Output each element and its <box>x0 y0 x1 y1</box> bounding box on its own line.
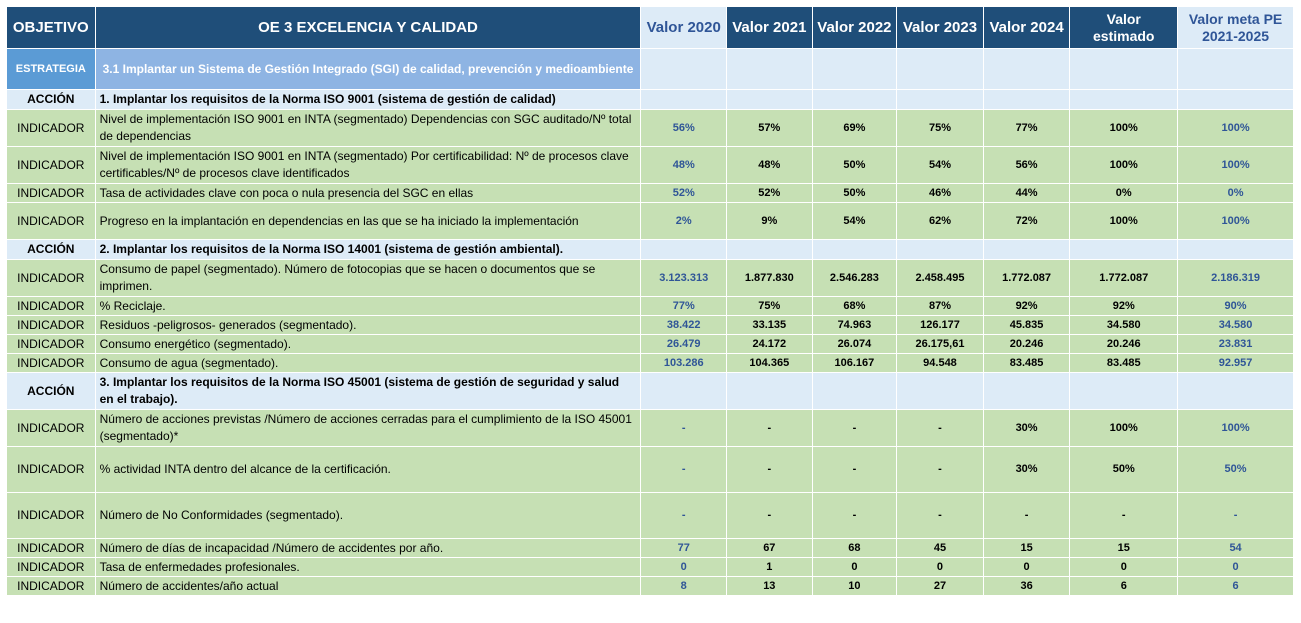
value-cell: - <box>897 493 984 539</box>
empty-cell <box>1070 373 1178 410</box>
value-cell: 103.286 <box>641 354 727 373</box>
value-cell: 100% <box>1070 110 1178 147</box>
empty-cell <box>1178 240 1294 260</box>
value-cell: 2.546.283 <box>812 260 897 297</box>
indicador-label: INDICADOR <box>7 493 96 539</box>
col-header-meta: Valor meta PE 2021-2025 <box>1178 7 1294 49</box>
estrategia-text: 3.1 Implantar un Sistema de Gestión Integrado (SGI) de calidad, prevención y medioambiente <box>95 49 641 90</box>
value-cell: 75% <box>897 110 984 147</box>
value-cell: 0 <box>983 558 1070 577</box>
value-cell: 6 <box>1070 577 1178 596</box>
value-cell: 26.175,61 <box>897 335 984 354</box>
col-header-2021: Valor 2021 <box>727 7 813 49</box>
value-cell: 52% <box>727 184 813 203</box>
value-cell: 1.772.087 <box>983 260 1070 297</box>
value-cell: 34.580 <box>1178 316 1294 335</box>
indicador-text: Consumo energético (segmentado). <box>95 335 641 354</box>
value-cell: 0 <box>1070 558 1178 577</box>
indicador-text: % Reciclaje. <box>95 297 641 316</box>
indicador-label: INDICADOR <box>7 184 96 203</box>
value-cell: 2% <box>641 203 727 240</box>
value-cell: 26.479 <box>641 335 727 354</box>
indicador-row <box>7 493 1294 539</box>
value-cell: 0 <box>641 558 727 577</box>
value-cell: 34.580 <box>1070 316 1178 335</box>
empty-cell <box>983 373 1070 410</box>
value-cell: - <box>812 447 897 493</box>
empty-cell <box>641 373 727 410</box>
value-cell: 92% <box>1070 297 1178 316</box>
indicador-row <box>7 447 1294 493</box>
value-cell: 0 <box>897 558 984 577</box>
value-cell: 90% <box>1178 297 1294 316</box>
accion-row <box>7 90 1294 110</box>
empty-cell <box>812 373 897 410</box>
value-cell: 100% <box>1178 203 1294 240</box>
value-cell: 45.835 <box>983 316 1070 335</box>
indicador-row <box>7 203 1294 240</box>
accion-text: 2. Implantar los requisitos de la Norma ISO 14001 (sistema de gestión ambiental). <box>95 240 641 260</box>
value-cell: 100% <box>1070 410 1178 447</box>
indicador-text: Número de días de incapacidad /Número de accidentes por año. <box>95 539 641 558</box>
value-cell: - <box>641 447 727 493</box>
value-cell: 2.458.495 <box>897 260 984 297</box>
indicador-text: Consumo de agua (segmentado). <box>95 354 641 373</box>
value-cell: 3.123.313 <box>641 260 727 297</box>
value-cell: 106.167 <box>812 354 897 373</box>
value-cell: 10 <box>812 577 897 596</box>
indicador-label: INDICADOR <box>7 447 96 493</box>
value-cell: 33.135 <box>727 316 813 335</box>
accion-text: 3. Implantar los requisitos de la Norma ISO 45001 (sistema de gestión de seguridad y salud en el trabajo). <box>95 373 641 410</box>
empty-cell <box>641 90 727 110</box>
value-cell: 50% <box>1178 447 1294 493</box>
empty-cell <box>1070 240 1178 260</box>
value-cell: 72% <box>983 203 1070 240</box>
indicador-text: Progreso en la implantación en dependencias en las que se ha iniciado la implementación <box>95 203 641 240</box>
value-cell: 8 <box>641 577 727 596</box>
value-cell: 38.422 <box>641 316 727 335</box>
accion-label: ACCIÓN <box>7 90 96 110</box>
indicador-text: % actividad INTA dentro del alcance de la certificación. <box>95 447 641 493</box>
accion-text: 1. Implantar los requisitos de la Norma ISO 9001 (sistema de gestión de calidad) <box>95 90 641 110</box>
value-cell: - <box>727 493 813 539</box>
empty-cell <box>1070 90 1178 110</box>
indicador-label: INDICADOR <box>7 539 96 558</box>
indicador-row <box>7 316 1294 335</box>
indicador-row <box>7 354 1294 373</box>
indicador-text: Nivel de implementación ISO 9001 en INTA (segmentado) Dependencias con SGC auditado/Nº total de dependencias <box>95 110 641 147</box>
value-cell: - <box>983 493 1070 539</box>
indicador-label: INDICADOR <box>7 316 96 335</box>
empty-cell <box>727 373 813 410</box>
value-cell: 46% <box>897 184 984 203</box>
empty-cell <box>983 240 1070 260</box>
empty-cell <box>897 90 984 110</box>
col-header-estimado: Valor estimado <box>1070 7 1178 49</box>
value-cell: 50% <box>812 184 897 203</box>
col-header-2023: Valor 2023 <box>897 7 984 49</box>
indicador-label: INDICADOR <box>7 110 96 147</box>
indicador-text: Número de acciones previstas /Número de acciones cerradas para el cumplimiento de la ISO 45001 (segmentado)* <box>95 410 641 447</box>
indicador-label: INDICADOR <box>7 558 96 577</box>
value-cell: 54 <box>1178 539 1294 558</box>
indicador-label: INDICADOR <box>7 147 96 184</box>
indicador-label: INDICADOR <box>7 354 96 373</box>
indicador-text: Consumo de papel (segmentado). Número de fotocopias que se hacen o documentos que se imprimen. <box>95 260 641 297</box>
value-cell: 24.172 <box>727 335 813 354</box>
indicador-text: Residuos -peligrosos- generados (segmentado). <box>95 316 641 335</box>
value-cell: 52% <box>641 184 727 203</box>
estrategia-label: ESTRATEGIA <box>7 49 96 90</box>
value-cell: 50% <box>1070 447 1178 493</box>
indicators-table <box>6 6 1294 596</box>
value-cell: 23.831 <box>1178 335 1294 354</box>
indicador-label: INDICADOR <box>7 410 96 447</box>
indicador-row <box>7 335 1294 354</box>
value-cell: - <box>727 447 813 493</box>
value-cell: 94.548 <box>897 354 984 373</box>
accion-row <box>7 240 1294 260</box>
indicador-text: Tasa de actividades clave con poca o nula presencia del SGC en ellas <box>95 184 641 203</box>
value-cell: 2.186.319 <box>1178 260 1294 297</box>
value-cell: 104.365 <box>727 354 813 373</box>
value-cell: 36 <box>983 577 1070 596</box>
value-cell: 27 <box>897 577 984 596</box>
value-cell: 54% <box>897 147 984 184</box>
value-cell: 0 <box>1178 558 1294 577</box>
accion-label: ACCIÓN <box>7 373 96 410</box>
indicador-text: Número de accidentes/año actual <box>95 577 641 596</box>
value-cell: 77 <box>641 539 727 558</box>
objective-title: OE 3 EXCELENCIA Y CALIDAD <box>95 7 641 49</box>
value-cell: 67 <box>727 539 813 558</box>
value-cell: 44% <box>983 184 1070 203</box>
indicador-row <box>7 110 1294 147</box>
value-cell: 87% <box>897 297 984 316</box>
value-cell: 62% <box>897 203 984 240</box>
indicador-label: INDICADOR <box>7 577 96 596</box>
value-cell: - <box>897 410 984 447</box>
value-cell: - <box>812 410 897 447</box>
value-cell: 0% <box>1178 184 1294 203</box>
value-cell: 77% <box>983 110 1070 147</box>
header-row <box>7 7 1294 49</box>
value-cell: 9% <box>727 203 813 240</box>
value-cell: 77% <box>641 297 727 316</box>
empty-cell <box>897 240 984 260</box>
col-header-2020: Valor 2020 <box>641 7 727 49</box>
indicador-row <box>7 539 1294 558</box>
value-cell: 100% <box>1070 147 1178 184</box>
empty-cell <box>1178 373 1294 410</box>
value-cell: 13 <box>727 577 813 596</box>
estrategia-row <box>7 49 1294 90</box>
value-cell: 1.772.087 <box>1070 260 1178 297</box>
col-header-2022: Valor 2022 <box>812 7 897 49</box>
value-cell: 100% <box>1070 203 1178 240</box>
value-cell: - <box>1178 493 1294 539</box>
empty-cell <box>641 240 727 260</box>
value-cell: 20.246 <box>983 335 1070 354</box>
col-header-2024: Valor 2024 <box>983 7 1070 49</box>
value-cell: 45 <box>897 539 984 558</box>
indicador-row <box>7 260 1294 297</box>
indicador-text: Nivel de implementación ISO 9001 en INTA (segmentado) Por certificabilidad: Nº de procesos clave certificables/Nº de procesos clave identificados <box>95 147 641 184</box>
value-cell: 100% <box>1178 147 1294 184</box>
value-cell: 1.877.830 <box>727 260 813 297</box>
value-cell: 6 <box>1178 577 1294 596</box>
empty-cell <box>1178 90 1294 110</box>
value-cell: 100% <box>1178 410 1294 447</box>
indicador-label: INDICADOR <box>7 297 96 316</box>
value-cell: 83.485 <box>983 354 1070 373</box>
value-cell: - <box>641 410 727 447</box>
value-cell: 0% <box>1070 184 1178 203</box>
value-cell: - <box>727 410 813 447</box>
value-cell: 54% <box>812 203 897 240</box>
indicador-row <box>7 558 1294 577</box>
value-cell: 56% <box>641 110 727 147</box>
empty-cell <box>812 240 897 260</box>
indicador-label: INDICADOR <box>7 335 96 354</box>
indicador-label: INDICADOR <box>7 260 96 297</box>
value-cell: 50% <box>812 147 897 184</box>
value-cell: 30% <box>983 447 1070 493</box>
value-cell: 68 <box>812 539 897 558</box>
value-cell: - <box>897 447 984 493</box>
value-cell: 48% <box>727 147 813 184</box>
value-cell: - <box>812 493 897 539</box>
value-cell: 92.957 <box>1178 354 1294 373</box>
accion-label: ACCIÓN <box>7 240 96 260</box>
indicador-row <box>7 147 1294 184</box>
value-cell: 68% <box>812 297 897 316</box>
value-cell: 92% <box>983 297 1070 316</box>
indicador-row <box>7 184 1294 203</box>
indicador-row <box>7 577 1294 596</box>
value-cell: 74.963 <box>812 316 897 335</box>
value-cell: 48% <box>641 147 727 184</box>
value-cell: 0 <box>812 558 897 577</box>
value-cell: 56% <box>983 147 1070 184</box>
value-cell: 30% <box>983 410 1070 447</box>
value-cell: - <box>641 493 727 539</box>
value-cell: 69% <box>812 110 897 147</box>
empty-cell <box>727 90 813 110</box>
value-cell: 1 <box>727 558 813 577</box>
empty-cell <box>983 90 1070 110</box>
value-cell: - <box>1070 493 1178 539</box>
indicador-label: INDICADOR <box>7 203 96 240</box>
value-cell: 100% <box>1178 110 1294 147</box>
value-cell: 26.074 <box>812 335 897 354</box>
empty-cell <box>812 90 897 110</box>
indicador-row <box>7 297 1294 316</box>
empty-cell <box>727 240 813 260</box>
value-cell: 126.177 <box>897 316 984 335</box>
value-cell: 15 <box>1070 539 1178 558</box>
objetivo-header: OBJETIVO <box>7 7 96 49</box>
value-cell: 75% <box>727 297 813 316</box>
accion-row <box>7 373 1294 410</box>
indicador-text: Tasa de enfermedades profesionales. <box>95 558 641 577</box>
value-cell: 20.246 <box>1070 335 1178 354</box>
value-cell: 57% <box>727 110 813 147</box>
indicador-text: Número de No Conformidades (segmentado). <box>95 493 641 539</box>
value-cell: 15 <box>983 539 1070 558</box>
indicador-row <box>7 410 1294 447</box>
empty-cell <box>897 373 984 410</box>
value-cell: 83.485 <box>1070 354 1178 373</box>
